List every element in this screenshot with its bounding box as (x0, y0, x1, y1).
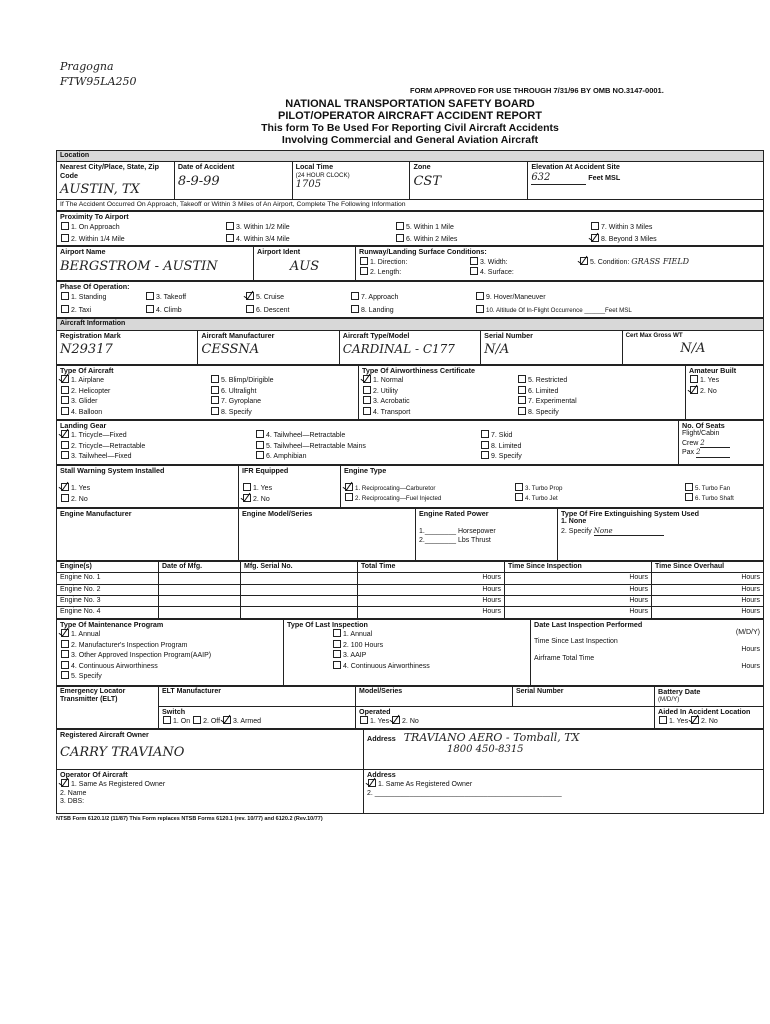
seats-flight-cabin: Flight/Cabin (682, 430, 720, 438)
stall-warning-label: Stall Warning System Installed (60, 465, 165, 475)
owner-address-field[interactable]: TRAVIANO AERO - Tomball, TX (403, 730, 580, 744)
aw-experimental[interactable]: 7. Experimental (517, 396, 682, 406)
prox-three-miles[interactable]: 7. Within 3 Miles (590, 222, 760, 232)
engine-turbo-fan[interactable]: 5. Turbo Fan (684, 483, 760, 492)
gear-tricycle-fixed[interactable]: 1. Tricycle—Fixed (60, 430, 255, 440)
gear-tailwheel-fixed[interactable]: 3. Tailwheel—Fixed (60, 451, 255, 461)
operated-no[interactable]: 2. No (391, 718, 419, 725)
engine-manufacturer-label: Engine Manufacturer (60, 508, 132, 518)
switch-on[interactable]: 1. On (162, 718, 190, 725)
gear-amphibian[interactable]: 6. Amphibian (255, 451, 480, 461)
col-total-time: Total Time (358, 561, 505, 572)
serial-field[interactable]: N/A (484, 342, 510, 358)
aw-normal[interactable]: 1. Normal (362, 375, 517, 385)
owner-name-field[interactable]: CARRY TRAVIANO (60, 745, 185, 761)
aircraft-section (56, 318, 764, 364)
engine-recip-fuel[interactable]: 2. Reciprocating—Fuel Injected (344, 493, 514, 502)
amateur-no[interactable]: 2. No (689, 386, 760, 396)
switch-label: Switch (162, 706, 186, 716)
type-blimp[interactable]: 5. Blimp/Dirigible (210, 375, 355, 385)
engine-turbo-shaft[interactable]: 6. Turbo Shaft (684, 493, 760, 502)
feet-msl-label: Feet MSL (588, 172, 621, 182)
phase-approach[interactable]: 7. Approach (350, 292, 475, 302)
owner-label: Registered Aircraft Owner (60, 729, 149, 739)
prox-quarter-mile[interactable]: 2. Within 1/4 Mile (60, 234, 225, 244)
aided-no[interactable]: 2. No (690, 718, 718, 725)
switch-off[interactable]: 2. Off (192, 718, 220, 725)
operator-same[interactable]: 1. Same As Registered Owner (60, 779, 360, 789)
city-field[interactable]: AUSTIN, TX (60, 182, 140, 198)
date-last-inspection-label: Date Last Inspection Performed (534, 619, 643, 629)
aw-limited[interactable]: 6. Limited (517, 386, 682, 396)
gross-weight-field[interactable]: N/A (680, 341, 706, 357)
operator-label: Operator Of Aircraft (60, 769, 128, 779)
gear-limited[interactable]: 8. Limited (480, 441, 675, 451)
maint-annual[interactable]: 1. Annual (60, 629, 280, 639)
table-row: Engine No. 1 Hours Hours Hours (57, 573, 764, 584)
aw-transport[interactable]: 4. Transport (362, 407, 517, 417)
owner-section (56, 729, 764, 814)
approach-note: If The Accident Occurred On Approach, Takeoff or Within 3 Miles of An Airport, Complete The Following Information (57, 199, 764, 210)
form-title (56, 98, 764, 147)
title-line-4: Involving Commercial and General Aviation Aircraft (281, 133, 539, 146)
phase-landing[interactable]: 8. Landing (350, 305, 475, 315)
airworthiness-label: Type Of Airworthiness Certificate (362, 365, 476, 375)
stall-yes[interactable]: 1. Yes (60, 483, 235, 493)
runway-width[interactable]: 3. Width: (469, 257, 579, 267)
maint-aaip[interactable]: 3. Other Approved Inspection Program(AAIP) (60, 650, 280, 660)
ifr-label: IFR Equipped (242, 465, 289, 475)
last-100-hours[interactable]: 2. 100 Hours (332, 640, 527, 650)
manufacturer-field[interactable]: CESSNA (201, 342, 260, 358)
col-date-mfg: Date of Mfg. (159, 561, 241, 572)
fire-none[interactable]: 1. None (561, 518, 587, 526)
proximity-label: Proximity To Airport (60, 211, 129, 221)
aided-label: Aided In Accident Location (658, 706, 751, 716)
runway-direction[interactable]: 1. Direction: (359, 257, 469, 267)
operator-dbs[interactable]: 3. DBS: (60, 798, 85, 806)
manufacturer-label: Aircraft Manufacturer (201, 330, 275, 340)
gear-tailwheel-retract-mains[interactable]: 5. Tailwheel—Retractable Mains (255, 441, 480, 451)
amateur-yes[interactable]: 1. Yes (689, 375, 760, 385)
operator-address-other[interactable]: 2. ________________________________________________ (367, 789, 562, 797)
form-approved-notice: FORM APPROVED FOR USE THROUGH 7/31/96 BY OMB NO.3147-0001. (410, 86, 664, 95)
thrust-field[interactable]: 2.________ Lbs Thrust (419, 536, 491, 544)
phase-hover[interactable]: 9. Hover/Maneuver (475, 292, 760, 302)
airport-ident-label: Airport Ident (257, 247, 301, 257)
col-serial: Mfg. Serial No. (241, 561, 358, 572)
landing-gear-label: Landing Gear (60, 420, 107, 430)
runway-surface[interactable]: 4. Surface: (469, 267, 579, 277)
landing-gear-section (56, 420, 764, 465)
gear-tailwheel-retractable[interactable]: 4. Tailwheel—Retractable (255, 430, 480, 440)
type-helicopter[interactable]: 2. Helicopter (60, 386, 210, 396)
handwritten-note-name: Pragogna (60, 60, 114, 73)
prox-three-quarter-mile[interactable]: 4. Within 3/4 Mile (225, 234, 395, 244)
accident-report-form (56, 86, 764, 822)
ifr-yes[interactable]: 1. Yes (242, 483, 337, 493)
registration-label: Registration Mark (60, 330, 121, 340)
airport-name-field[interactable]: BERGSTROM - AUSTIN (60, 259, 218, 275)
location-section (56, 150, 764, 211)
operated-yes[interactable]: 1. Yes (359, 718, 389, 725)
ifr-no[interactable]: 2. No (242, 494, 337, 504)
engine-turbo-jet[interactable]: 4. Turbo Jet (514, 493, 684, 502)
model-field[interactable]: CARDINAL - C177 (342, 342, 455, 357)
type-ultralight[interactable]: 6. Ultralight (210, 386, 355, 396)
maint-specify[interactable]: 5. Specify (60, 671, 280, 681)
model-label: Aircraft Type/Model (342, 330, 410, 340)
last-inspection-label: Type Of Last Inspection (287, 619, 368, 629)
fire-specify[interactable]: 2. Specify None (561, 527, 760, 536)
owner-phone-field[interactable]: 1800 450-8315 (447, 744, 524, 756)
prox-half-mile[interactable]: 3. Within 1/2 Mile (225, 222, 395, 232)
elevation-field[interactable]: 632 (531, 172, 586, 185)
phase-taxi[interactable]: 2. Taxi (60, 305, 145, 315)
battery-date-label: Battery Date (658, 686, 701, 696)
col-since-inspection: Time Since Inspection (505, 561, 652, 572)
title-line-3: This form To Be Used For Reporting Civil Aircraft Accidents (261, 121, 559, 134)
systems-section (56, 465, 764, 508)
aw-utility[interactable]: 2. Utility (362, 386, 517, 396)
table-row: Engine No. 4 Hours Hours Hours (57, 607, 764, 618)
time-sub: (24 HOUR CLOCK) (295, 171, 350, 179)
engine-recip-carb[interactable]: 1. Reciprocating—Carburetor (344, 483, 514, 492)
airframe-total-time[interactable]: Airframe Total Time (534, 654, 595, 662)
mdy-label[interactable]: (M/D/Y) (735, 629, 760, 637)
handwritten-note-case: FTW95LA250 (60, 75, 137, 88)
city-label: Nearest City/Place, State, Zip Code (60, 161, 160, 180)
table-row: Engine No. 2 Hours Hours Hours (57, 584, 764, 595)
engine-model-label: Engine Model/Series (242, 508, 313, 518)
phase-standing[interactable]: 1. Standing (60, 292, 145, 302)
elt-serial-label: Serial Number (513, 686, 655, 706)
maintenance-section: Type Of Maintenance Program 1. Annual 2. Manufacturer's Inspection Program 3. Other Approved Inspection Program(AAIP) 4. Continuous Airworthiness 5. Specify Type Of Last Inspection 1. Annual 2. 100 Hours 3. AAIP 4. Continuous Airworthiness Date Last Inspection Performed (M/D/Y) Time Since Last Inspection Hours Airframe Total Time Hours (56, 619, 764, 686)
phase-takeoff[interactable]: 3. Takeoff (145, 292, 245, 302)
prox-beyond-three-miles[interactable]: 8. Beyond 3 Miles (590, 234, 760, 244)
gear-skid[interactable]: 7. Skid (480, 430, 675, 440)
col-engine: Engine(s) (57, 561, 159, 572)
elt-label: Emergency Locator Transmitter (ELT) (57, 686, 159, 728)
operator-name[interactable]: 2. Name (60, 789, 87, 797)
elevation-label: Elevation At Accident Site (531, 161, 620, 171)
airport-name-label: Airport Name (60, 247, 106, 257)
last-aaip[interactable]: 3. AAIP (332, 650, 527, 660)
operated-label: Operated (359, 706, 391, 716)
gross-weight-label: Cert Max Gross WT (625, 331, 683, 339)
phase-label: Phase Of Operation: (60, 282, 130, 292)
prox-on-approach[interactable]: 1. On Approach (60, 222, 225, 232)
engine-turbo-prop[interactable]: 3. Turbo Prop (514, 483, 684, 492)
prox-one-mile[interactable]: 5. Within 1 Mile (395, 222, 590, 232)
phase-altitude[interactable]: 10. Altitude Of In-Flight Occurrence ______Feet MSL (475, 305, 760, 315)
fire-ext-label: Type Of Fire Extinguishing System Used (561, 508, 700, 518)
seats-label: No. Of Seats (682, 420, 725, 430)
seats-pax[interactable]: Pax 2 (682, 448, 760, 457)
engine-type-label: Engine Type (344, 465, 387, 475)
runway-condition-value: GRASS FIELD (631, 257, 690, 267)
aircraft-type-section (56, 365, 764, 420)
runway-label: Runway/Landing Surface Conditions: (359, 247, 487, 257)
maint-continuous[interactable]: 4. Continuous Airworthiness (60, 661, 280, 671)
type-specify[interactable]: 8. Specify (210, 407, 355, 417)
gear-specify[interactable]: 9. Specify (480, 451, 675, 461)
switch-armed[interactable]: 3. Armed (222, 718, 261, 725)
table-row: Engine No. 3 Hours Hours Hours (57, 595, 764, 606)
serial-label: Serial Number (484, 330, 533, 340)
owner-address-label: Address (367, 733, 396, 743)
operator-address-same[interactable]: 1. Same As Registered Owner (367, 779, 760, 789)
phase-climb[interactable]: 4. Climb (145, 305, 245, 315)
horsepower-field[interactable]: 1.________ Horsepower (419, 528, 496, 536)
form-footer: NTSB Form 6120.1/2 (11/87) This Form replaces NTSB Forms 6120.1 (rev. 10/77) and 6120.2 (Rev.10/77) (56, 815, 323, 822)
operator-address-label: Address (367, 769, 396, 779)
aircraft-heading: Aircraft Information (57, 319, 764, 330)
proximity-section (56, 211, 764, 246)
aw-restricted[interactable]: 5. Restricted (517, 375, 682, 385)
type-gyroplane[interactable]: 7. Gyroplane (210, 396, 355, 406)
zone-field[interactable]: CST (413, 173, 442, 189)
aircraft-type-label: Type Of Aircraft (60, 365, 114, 375)
phase-cruise[interactable]: 5. Cruise (245, 292, 350, 302)
elt-model-label: Model/Series (356, 686, 513, 706)
last-annual[interactable]: 1. Annual (332, 629, 527, 639)
seats-crew[interactable]: Crew 2 (682, 439, 760, 448)
location-heading: Location (57, 150, 764, 161)
aided-yes[interactable]: 1. Yes (658, 718, 688, 725)
runway-condition[interactable]: 5. Condition: GRASS FIELD (579, 257, 760, 278)
runway-length[interactable]: 2. Length: (359, 267, 469, 277)
rated-power-label: Engine Rated Power (419, 508, 489, 518)
time-field[interactable]: 1705 (295, 179, 322, 191)
prox-two-miles[interactable]: 6. Within 2 Miles (395, 234, 590, 244)
elt-manufacturer-label: ELT Manufacturer (159, 686, 356, 706)
zone-label: Zone (413, 161, 431, 171)
airport-ident-field[interactable]: AUS (289, 259, 320, 275)
type-balloon[interactable]: 4. Balloon (60, 407, 210, 417)
aw-acrobatic[interactable]: 3. Acrobatic (362, 396, 517, 406)
maint-manufacturer[interactable]: 2. Manufacturer's Inspection Program (60, 640, 280, 650)
aw-specify[interactable]: 8. Specify (517, 407, 682, 417)
gear-tricycle-retractable[interactable]: 2. Tricycle—Retractable (60, 441, 255, 451)
registration-field[interactable]: N29317 (60, 342, 113, 358)
last-continuous[interactable]: 4. Continuous Airworthiness (332, 661, 527, 671)
time-label: Local Time (295, 161, 334, 171)
type-airplane[interactable]: 1. Airplane (60, 375, 210, 385)
elt-section: Emergency Locator Transmitter (ELT) ELT Manufacturer Model/Series Serial Number Battery Date (M/D/Y) Switch 1. On 2. Off 3. Armed Operated 1. Yes 2. No Aided In Accident Location 1. Yes 2. No (56, 686, 764, 729)
date-field[interactable]: 8-9-99 (177, 173, 220, 189)
col-since-overhaul: Time Since Overhaul (652, 561, 764, 572)
phase-descent[interactable]: 6. Descent (245, 305, 350, 315)
amateur-built-label: Amateur Built (689, 365, 737, 375)
time-since-inspection[interactable]: Time Since Last Inspection (534, 637, 618, 645)
engine-info-section (56, 508, 764, 561)
airport-section (56, 246, 764, 281)
type-glider[interactable]: 3. Glider (60, 396, 210, 406)
date-label: Date of Accident (177, 161, 235, 171)
engine-time-table (56, 561, 764, 619)
title-line-1: NATIONAL TRANSPORTATION SAFETY BOARD (285, 98, 535, 110)
stall-no[interactable]: 2. No (60, 494, 235, 504)
maint-program-label: Type Of Maintenance Program (60, 619, 164, 629)
phase-section (56, 281, 764, 318)
title-line-2: PILOT/OPERATOR AIRCRAFT ACCIDENT REPORT (278, 110, 542, 123)
